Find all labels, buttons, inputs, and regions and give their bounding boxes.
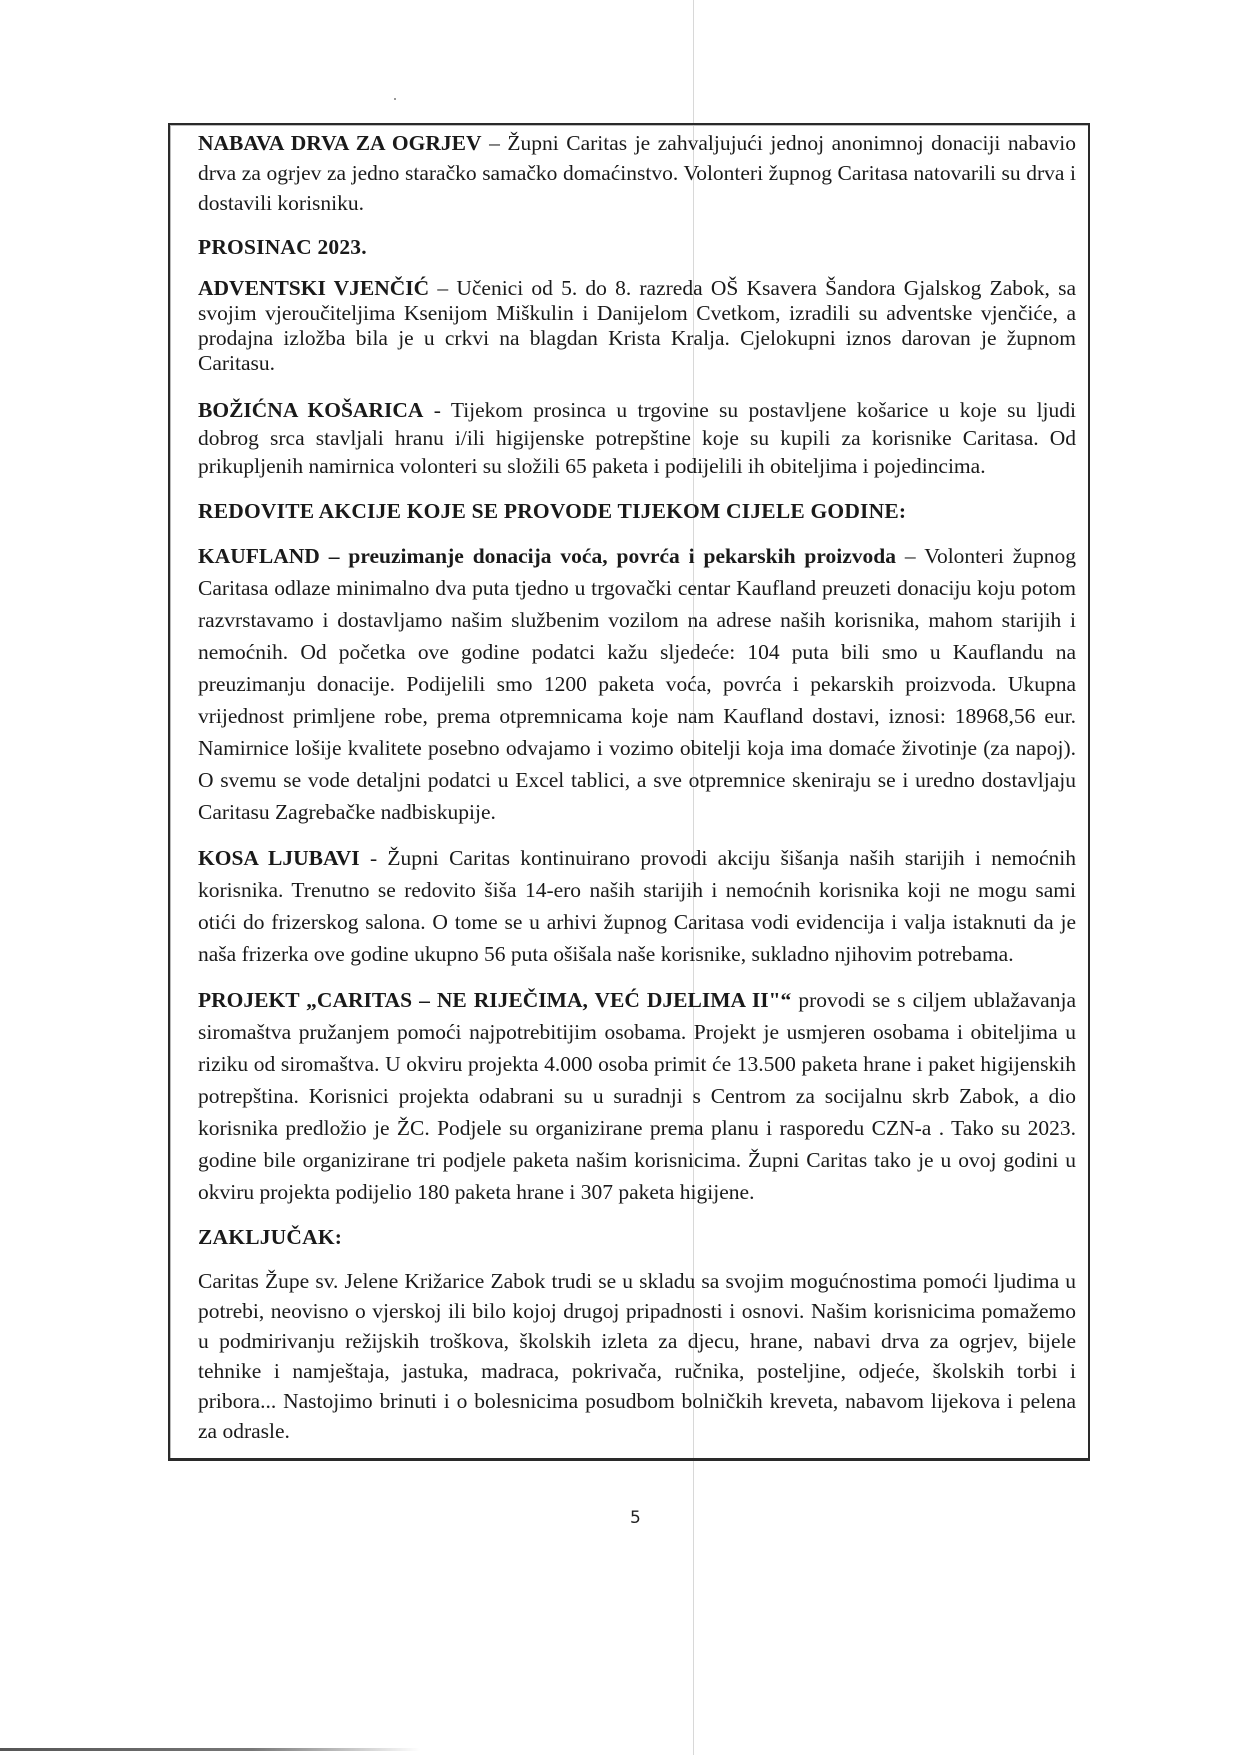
separator: – — [429, 276, 457, 300]
month-heading: PROSINAC 2023. — [198, 235, 367, 259]
section-lead: KAUFLAND – preuzimanje donacija voća, povrća i pekarskih proizvoda — [198, 544, 897, 568]
section-body: Tijekom prosinca u trgovine su postavljene košarice u koje su ljudi dobrog srca stavljali hranu i/ili higijenske potrepštine koje su kupili za korisnike Caritasa. Od prikupljenih namirnica volonteri su složili 65 paketa i podijelili ih obiteljima i pojedincima. — [198, 398, 1076, 478]
separator: – — [481, 131, 508, 155]
separator: - — [423, 398, 451, 422]
section-body: Župni Caritas kontinuirano provodi akciju šišanja naših starijih i nemoćnih korisnika. Trenutno se redovito šiša 14-ero naših starijih i nemoćnih korisnika koji ne mogu sami otići do frizerskog salona. O tome se u arhivi župnog Caritasa vodi evidencija i valja istaknuti da je naša frizerka ove godine ukupno 56 puta ošišala naše korisnike, sukladno njihovim potrebama. — [198, 846, 1076, 966]
page-number: 5 — [630, 1508, 641, 1528]
section-body: Volonteri župnog Caritasa odlaze minimalno dva puta tjedno u trgovački centar Kaufland preuzeti donaciju koju potom razvrstavamo i dostavljamo našim službenim vozilom na adrese naših korisnika, mahom starijih i nemoćnih. Od početka ove godine podatci kažu sljedeće: 104 puta bili smo u Kauflandu na preuzimanju donacije. Podijelili smo 1200 paketa voća, povrća i pekarskih proizvoda. Ukupna vrijednost primljene robe, prema otpremnicama koje nam Kaufland dostavi, iznosi: 18968,56 eur. Namirnice lošije kvalitete posebno odvajamo i vozimo obitelji koja ima domaće životinje (za napoj). O svemu se vode detaljni podatci u Excel tablici, a sve otpremnice skeniraju se i uredno dostavljaju Caritasu Zagrebačke nadbiskupije. — [198, 544, 1076, 824]
section-projekt — [198, 984, 1076, 1208]
section-body: provodi se s ciljem ublažavanja siromaštva pružanjem pomoći najpotrebitijim osobama. Projekt je usmjeren osobama i obiteljima u riziku od siromaštva. U okviru projekta 4.000 osoba primit će 13.500 paketa hrane i paket higijenskih potrepština. Korisnici projekta odabrani su u suradnji s Centrom za socijalnu skrb Zabok, a dio korisnika predložio je ŽC. Podjele su organizirane prema planu i rasporedu CZN-a . Tako su 2023. godine bile organizirane tri podjele paketa našim korisnicima. Župni Caritas tako je u ovoj godini u okviru projekta podijelio 180 paketa hrane i 307 paketa higijene. — [198, 988, 1076, 1204]
section-lead: NABAVA DRVA ZA OGRJEV — [198, 131, 482, 155]
scan-speck — [394, 98, 396, 100]
section-lead: BOŽIĆNA KOŠARICA — [198, 398, 424, 422]
separator: - — [359, 846, 388, 870]
section-adventski-vjencic — [198, 276, 1076, 376]
scan-edge — [0, 1748, 420, 1751]
section-body: Učenici od 5. do 8. razreda OŠ Ksavera Šandora Gjalskog Zabok, sa svojim vjeroučiteljima Ksenijom Miškulin i Danijelom Cvetkom, izradili su adventske vjenčiće, a prodajna izložba bila je u crkvi na blagdan Krista Kralja. Cjelokupni iznos darovan je župnom Caritasu. — [198, 276, 1076, 375]
regular-actions-heading: REDOVITE AKCIJE KOJE SE PROVODE TIJEKOM CIJELE GODINE: — [198, 499, 907, 523]
separator: – — [896, 544, 925, 568]
section-kosa-ljubavi — [198, 842, 1076, 970]
section-lead: ADVENTSKI VJENČIĆ — [198, 276, 430, 300]
document-body — [198, 128, 1076, 1460]
section-lead: KOSA LJUBAVI — [198, 846, 360, 870]
conclusion-body: Caritas Župe sv. Jelene Križarice Zabok trudi se u skladu sa svojim mogućnostima pomoći ljudima u potrebi, neovisno o vjerskoj ili bilo kojoj drugoj pripadnosti i osnovi. Našim korisnicima pomažemo u podmirivanju režijskih troškova, školskih izleta za djecu, hrane, nabavi drva za ogrjev, bijele tehnike i namještaja, jastuka, madraca, pokrivača, ručnika, posteljine, odjeće, školskih torbi i pribora... Nastojimo brinuti i o bolesnicima posudbom bolničkih kreveta, nabavom lijekova i pelena za odrasle. — [198, 1269, 1076, 1443]
section-body: Župni Caritas je zahvaljujući jednoj anonimnoj donaciji nabavio drva za ogrjev za jedno staračko samačko domaćinstvo. Volonteri župnog Caritasa natovarili su drva i dostavili korisniku. — [198, 131, 1076, 215]
section-lead: PROJEKT „CARITAS – NE RIJEČIMA, VEĆ DJELIMA II"“ — [198, 988, 792, 1012]
conclusion-heading: ZAKLJUČAK: — [198, 1225, 343, 1249]
section-kaufland — [198, 540, 1076, 828]
section-nabava-drva — [198, 128, 1076, 218]
section-bozicna-kosarica — [198, 396, 1076, 480]
